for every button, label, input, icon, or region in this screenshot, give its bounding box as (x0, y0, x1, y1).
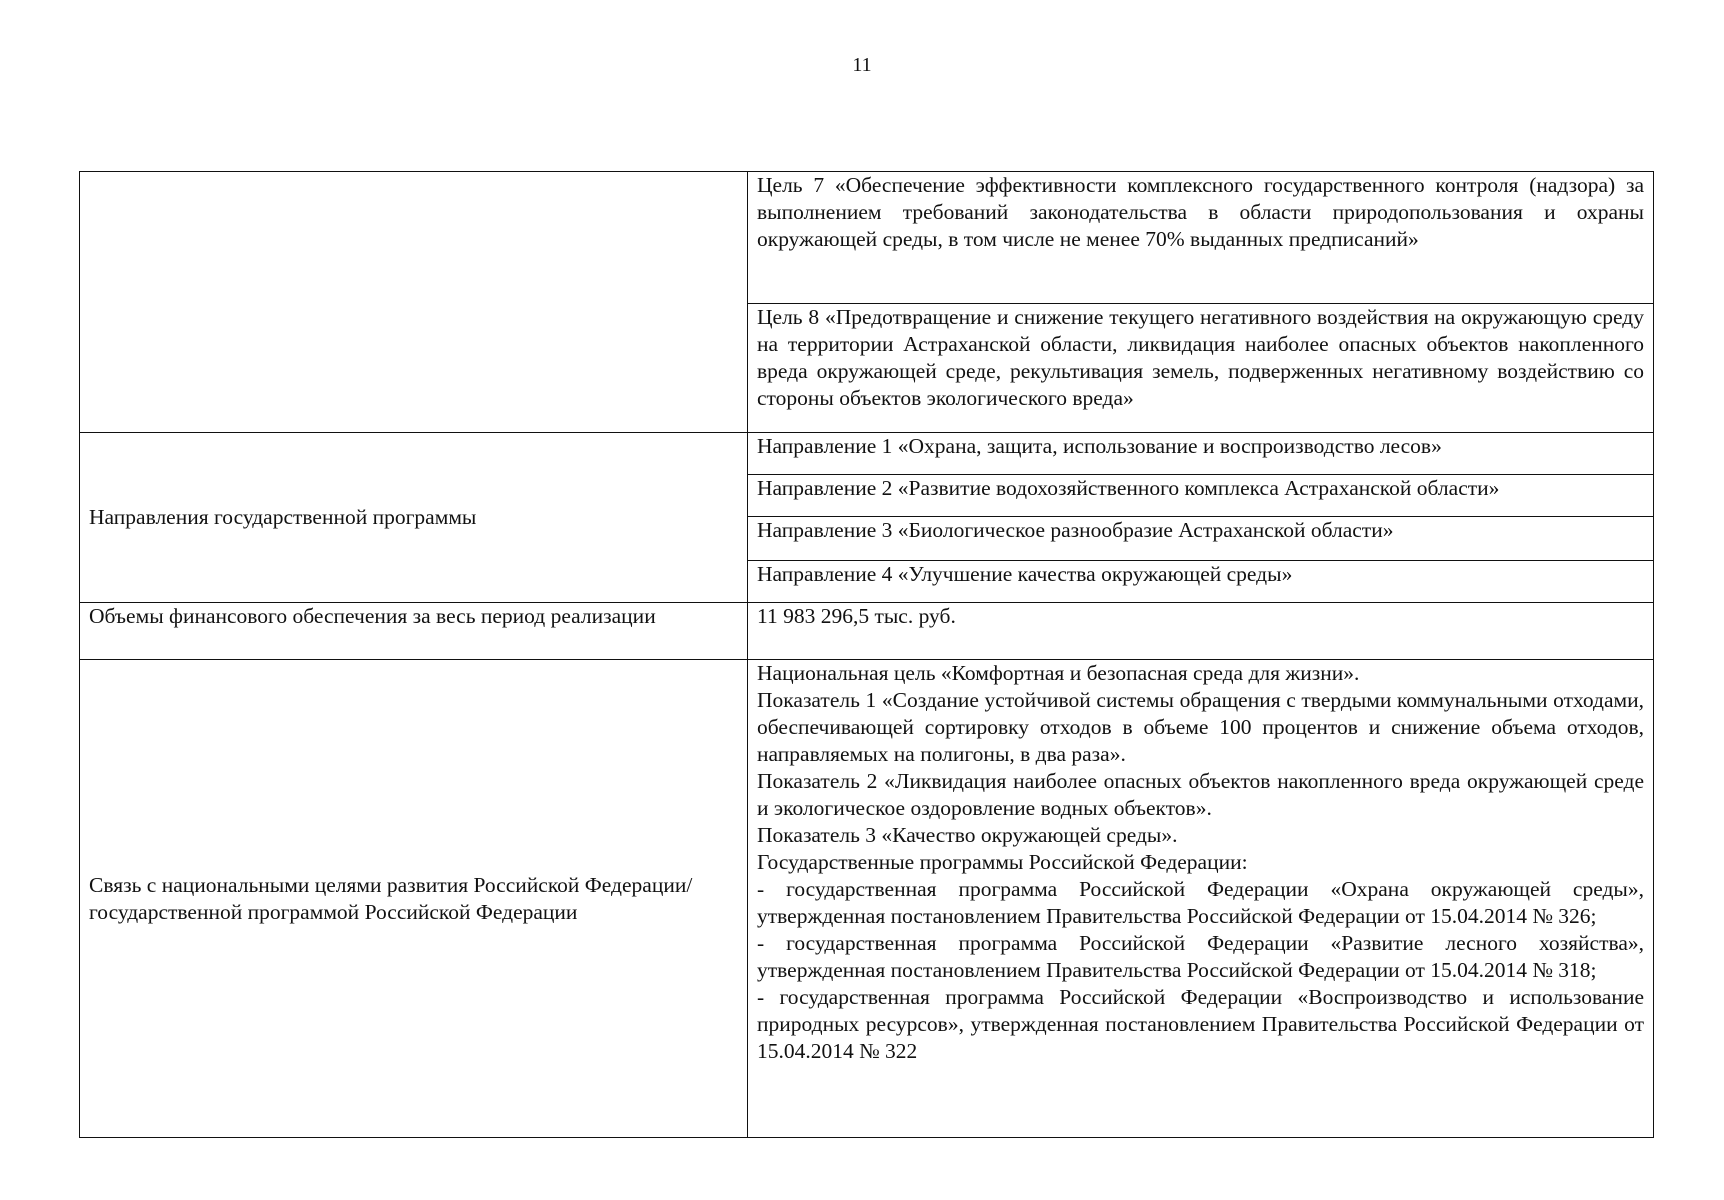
table-row (80, 433, 1654, 475)
federal-program-318: - государственная программа Российской Федерации «Развитие лесного хозяйства», утвержденная постановлением Правительства Российской Федерации от 15.04.2014 № 318; (757, 931, 1644, 982)
national-goal-line: Национальная цель «Комфортная и безопасная среда для жизни». (757, 661, 1360, 685)
goal-7-cell: Цель 7 «Обеспечение эффективности комплексного государственного контроля (надзора) за выполнением требований законодательства в области природопользования и охраны окружающей среды, в том числе не менее 70% выданных предписаний» (748, 172, 1654, 304)
funding-label-cell: Объемы финансового обеспечения за весь период реализации (80, 603, 748, 660)
direction-4-cell: Направление 4 «Улучшение качества окружающей среды» (748, 561, 1654, 603)
indicator-3-line: Показатель 3 «Качество окружающей среды». (757, 823, 1178, 847)
table-row (80, 660, 1654, 1138)
direction-2-cell: Направление 2 «Развитие водохозяйственного комплекса Астраханской области» (748, 475, 1654, 517)
page-number: 11 (852, 54, 872, 76)
indicator-2-line: Показатель 2 «Ликвидация наиболее опасных объектов накопленного вреда окружающей среде и экологическое оздоровление водных объектов». (757, 769, 1644, 820)
direction-1-cell: Направление 1 «Охрана, защита, использование и воспроизводство лесов» (748, 433, 1654, 475)
table-row (80, 172, 1654, 304)
funding-value-cell: 11 983 296,5 тыс. руб. (748, 603, 1654, 660)
indicator-1-line: Показатель 1 «Создание устойчивой системы обращения с твердыми коммунальными отходами, обеспечивающей сортировку отходов в объеме 100 процентов и снижение объема отходов, направляемых на полигоны, в два раза». (757, 688, 1644, 766)
directions-label-cell: Направления государственной программы (80, 433, 748, 603)
program-passport-table (79, 171, 1654, 1138)
federal-program-326: - государственная программа Российской Федерации «Охрана окружающей среды», утвержденная постановлением Правительства Российской Федерации от 15.04.2014 № 326; (757, 877, 1644, 928)
direction-3-cell: Направление 3 «Биологическое разнообразие Астраханской области» (748, 517, 1654, 561)
goal-8-cell: Цель 8 «Предотвращение и снижение текущего негативного воздействия на окружающую среду на территории Астраханской области, ликвидация наиболее опасных объектов накопленного вреда окружающей среде, рекультивация земель, подверженных негативному воздействию со стороны объектов экологического вреда» (748, 304, 1654, 433)
federal-program-322: - государственная программа Российской Федерации «Воспроизводство и использование природных ресурсов», утвержденная постановлением Правительства Российской Федерации от 15.04.2014 № 322 (757, 985, 1644, 1063)
table-row (80, 603, 1654, 660)
national-goals-cell (748, 660, 1654, 1138)
national-goals-label-cell: Связь с национальными целями развития Российской Федерации/ государственной программой Российской Федерации (80, 660, 748, 1138)
goals-label-cell (80, 172, 748, 433)
federal-programs-heading: Государственные программы Российской Федерации: (757, 850, 1248, 874)
